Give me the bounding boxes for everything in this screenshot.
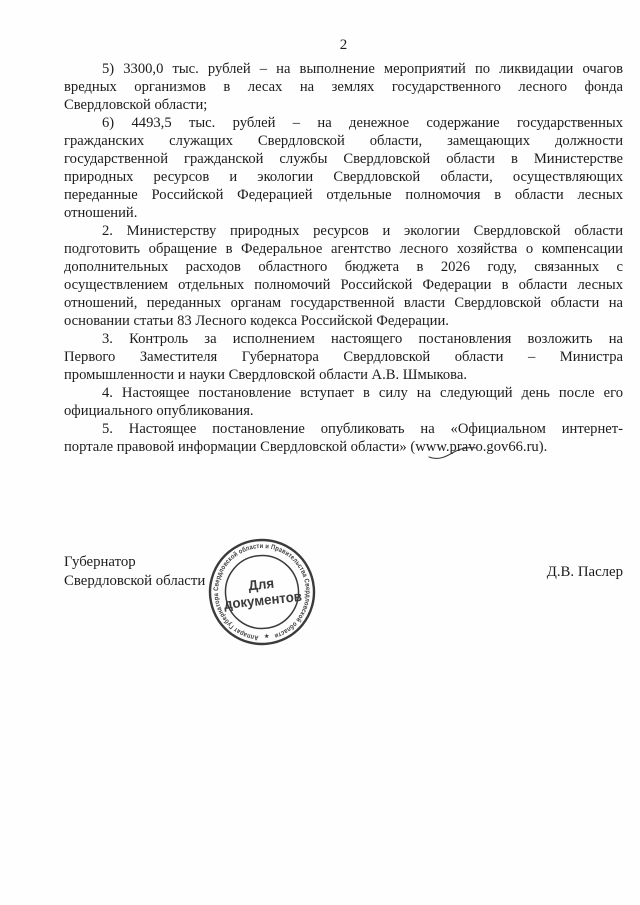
text-line: вредных организмов в лесах на землях государственного лесного фонда xyxy=(64,79,623,95)
text-line: 3. Контроль за исполнением настоящего постановления возложить на xyxy=(102,331,623,347)
text-line: природных ресурсов и экологии Свердловской области, осуществляющих xyxy=(64,169,623,185)
official-stamp xyxy=(200,530,324,654)
page-number: 2 xyxy=(339,37,348,53)
text-line: промышленности и науки Свердловской области А.В. Шмыкова. xyxy=(64,367,468,383)
text-line: дополнительных расходов областного бюджета в 2026 году, связанных с xyxy=(64,259,623,275)
text-line: официального опубликования. xyxy=(64,403,254,419)
text-line: гражданских служащих Свердловской области, замещающих должности xyxy=(64,133,623,149)
handwritten-check-mark xyxy=(427,444,479,462)
document-body xyxy=(64,60,623,456)
text-line: государственной гражданской службы Свердловской области в Министерстве xyxy=(64,151,623,167)
text-line: 6) 4493,5 тыс. рублей – на денежное содержание государственных xyxy=(102,115,623,131)
text-line: 5) 3300,0 тыс. рублей – на выполнение мероприятий по ликвидации очагов xyxy=(102,61,623,77)
signatory-title xyxy=(64,553,205,591)
text-line: осуществлением отдельных полномочий Российской Федерации в области лесных xyxy=(64,277,623,293)
text-line: отношений, переданных органам государственной власти Свердловской области на xyxy=(64,295,623,311)
signatory-title-line2: Свердловской области xyxy=(64,573,206,589)
text-line: 5. Настоящее постановление опубликовать на «Официальном интернет- xyxy=(102,421,623,437)
stamp-center-line1: Для xyxy=(247,575,275,594)
signatory-name: Д.В. Паслер xyxy=(546,564,623,580)
text-line: Первого Заместителя Губернатора Свердловской области – Министра xyxy=(64,349,623,365)
text-line: 4. Настоящее постановление вступает в силу на следующий день после его xyxy=(102,385,623,401)
text-line: подготовить обращение в Федеральное агентство лесного хозяйства о компенсации xyxy=(64,241,623,257)
stamp-ring-text: Аппарат Губернатора Свердловской области и Правительства Свердловской области xyxy=(212,542,312,641)
signature-block xyxy=(64,553,623,594)
text-line: Свердловской области; xyxy=(64,97,208,113)
text-line: переданные Российской Федерацией отдельные полномочия в области лесных xyxy=(64,187,623,203)
text-line: 2. Министерству природных ресурсов и экологии Свердловской области xyxy=(102,223,623,239)
stamp-star-icon: ★ xyxy=(263,632,270,641)
text-line: отношений. xyxy=(64,205,138,221)
text-line: портале правовой информации Свердловской области» (www.pravo.gov66.ru). xyxy=(64,439,548,455)
stamp-center-line2: документов xyxy=(223,588,303,613)
signatory-title-line1: Губернатор xyxy=(64,554,136,570)
text-line: основании статьи 83 Лесного кодекса Российской Федерации. xyxy=(64,313,449,329)
